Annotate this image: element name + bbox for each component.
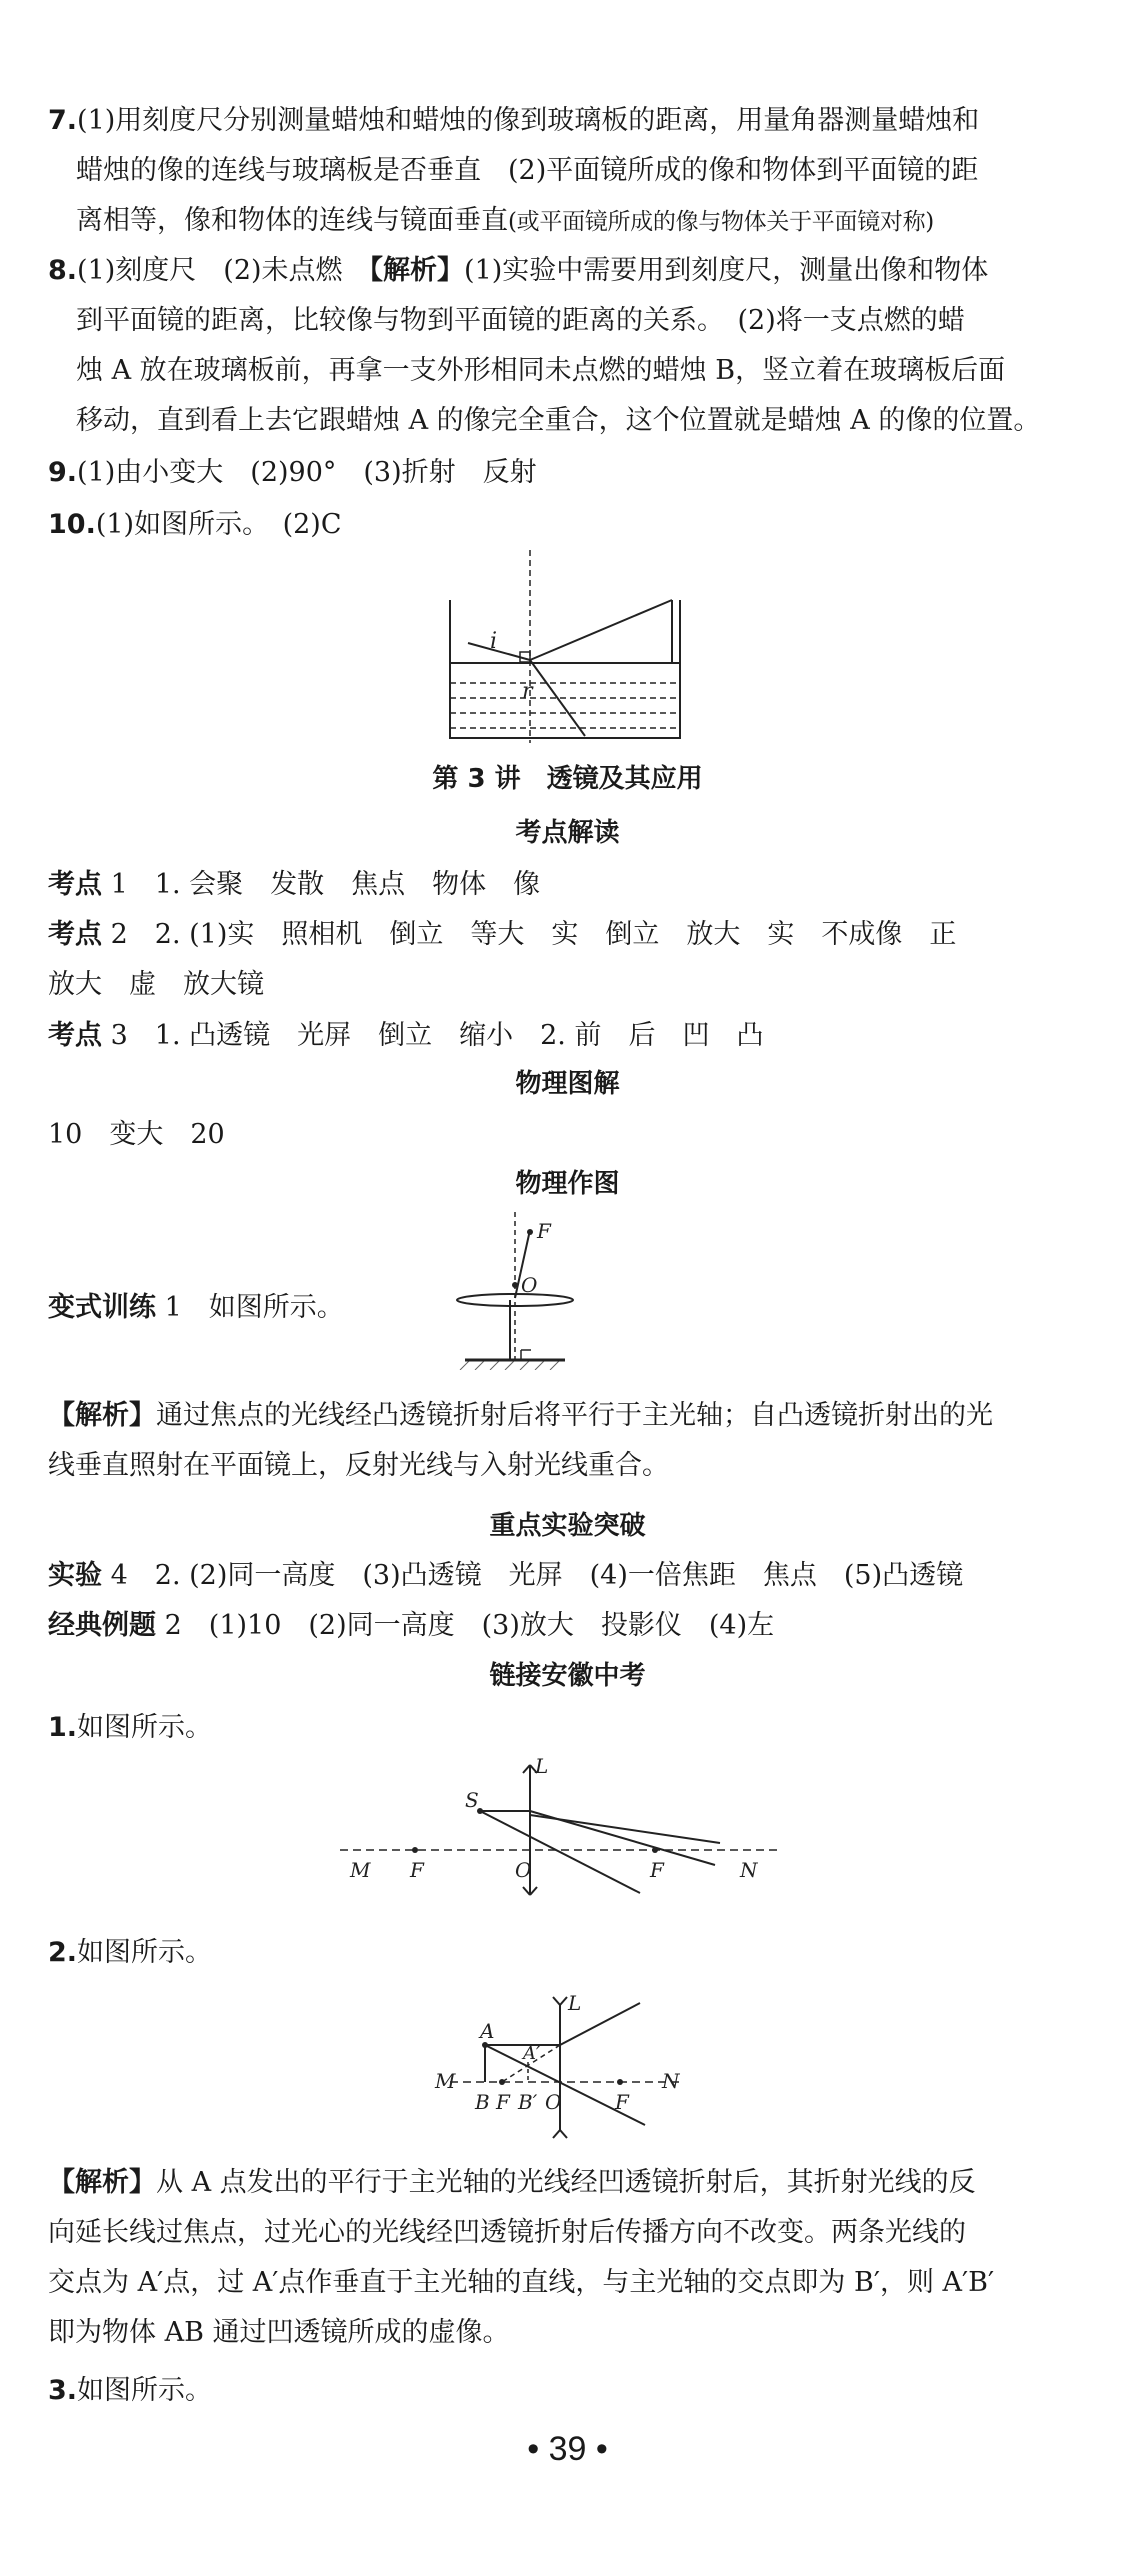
lianjie-expl-3: 交点为 A′点，过 A′点作垂直于主光轴的直线，与主光轴的交点即为 B′，则 A′B′ bbox=[48, 2267, 995, 2298]
kaodian-1-label: 考点 bbox=[48, 869, 102, 900]
fig2-M-label: M bbox=[435, 2069, 456, 2093]
kaodian-2-line1: 2. (1)实 照相机 倒立 等大 实 倒立 放大 实 不成像 正 bbox=[154, 919, 957, 950]
fig2-L-label: L bbox=[568, 1991, 582, 2015]
q7-line2: 蜡烛的像的连线与玻璃板是否垂直 (2)平面镜所成的像和物体到平面镜的距 bbox=[76, 155, 979, 186]
q8-line2: 到平面镜的距离，比较像与物到平面镜的距离的关系。 (2)将一支点燃的蜡 bbox=[76, 305, 965, 336]
angle-i-label: i bbox=[490, 629, 498, 654]
q9-number: 9. bbox=[48, 457, 78, 488]
q8-answer: (1)刻度尺 (2)未点燃 bbox=[77, 255, 370, 286]
lianjie-q3-text: 如图所示。 bbox=[77, 2375, 213, 2406]
angle-r-label: r bbox=[522, 679, 533, 704]
zuotu-num: 1 bbox=[164, 1292, 182, 1323]
fig2-A-prime-label: A′ bbox=[523, 2043, 541, 2064]
lianjie-expl-2: 向延长线过焦点，过光心的光线经凹透镜折射后传播方向不改变。两条光线的 bbox=[48, 2217, 966, 2248]
q8-analysis-tag: 【解析】 bbox=[369, 255, 465, 286]
kaodian-heading: 考点解读 bbox=[515, 818, 620, 848]
fig2-F1-label: F bbox=[496, 2090, 510, 2114]
fig1-N-label: N bbox=[740, 1858, 758, 1882]
lianjie-analysis-tag: 【解析】 bbox=[48, 2167, 156, 2198]
zuotu-label: 变式训练 bbox=[48, 1292, 156, 1323]
concave-lens-ray-diagram bbox=[430, 1985, 700, 2140]
fig2-B-label: B bbox=[475, 2090, 490, 2114]
q7-block bbox=[48, 96, 1098, 247]
kaodian-1-text: 1. 会聚 发散 焦点 物体 像 bbox=[154, 869, 541, 900]
zuotu-expl-1-text: 通过焦点的光线经凸透镜折射后将平行于主光轴；自凸透镜折射出的光 bbox=[156, 1400, 993, 1431]
lianjie-heading: 链接安徽中考 bbox=[489, 1661, 646, 1691]
lens-mirror-diagram bbox=[455, 1210, 625, 1370]
q8-analysis-1: (1)实验中需要用到刻度尺，测量出像和物体 bbox=[464, 255, 989, 286]
fig1-F2-label: F bbox=[650, 1858, 664, 1882]
fig2-O-label: O bbox=[545, 2090, 562, 2114]
lianjie-q3 bbox=[48, 2368, 1098, 2407]
q10-text: (1)如图所示。 (2)C bbox=[95, 509, 342, 540]
lianjie-q1-num: 1. bbox=[48, 1712, 78, 1743]
lianjie-q2-text: 如图所示。 bbox=[77, 1937, 213, 1968]
shiyan-line bbox=[48, 1553, 1098, 1592]
center-ray bbox=[480, 1811, 640, 1893]
fig2-N-label: N bbox=[662, 2069, 680, 2093]
kaodian-2-label: 考点 bbox=[48, 919, 102, 950]
kaodian-2 bbox=[48, 912, 1098, 951]
example-text: (1)10 (2)同一高度 (3)放大 投影仪 (4)左 bbox=[208, 1610, 775, 1641]
tujie-heading: 物理图解 bbox=[515, 1069, 620, 1099]
q8-number: 8. bbox=[48, 255, 78, 286]
fig2-B-prime-label: B′ bbox=[518, 2090, 538, 2114]
q7-line3b: (或平面镜所成的像与物体关于平面镜对称) bbox=[508, 209, 934, 235]
section-title: 第 3 讲 透镜及其应用 bbox=[432, 764, 703, 794]
q9-line bbox=[48, 450, 1098, 489]
fig1-O-label: O bbox=[515, 1858, 532, 1882]
lianjie-q2-num: 2. bbox=[48, 1937, 78, 1968]
q8-line3: 烛 A 放在玻璃板前，再拿一支外形相同未点燃的蜡烛 B，竖立着在玻璃板后面 bbox=[76, 355, 1006, 386]
zuotu-expl-1 bbox=[48, 1393, 1098, 1432]
kaodian-2-num: 2 bbox=[110, 919, 128, 950]
q9-text: (1)由小变大 (2)90° (3)折射 反射 bbox=[77, 457, 537, 488]
fig1-M-label: M bbox=[350, 1858, 371, 1882]
lianjie-q3-num: 3. bbox=[48, 2375, 78, 2406]
fig2-F2-label: F bbox=[615, 2090, 629, 2114]
lianjie-q1 bbox=[48, 1705, 1098, 1744]
lianjie-expl-1 bbox=[48, 2160, 1098, 2199]
q7-line3a: 离相等，像和物体的连线与镜面垂直 bbox=[76, 205, 508, 236]
zuotu-analysis-tag: 【解析】 bbox=[48, 1400, 156, 1431]
kaodian-3-label: 考点 bbox=[48, 1020, 102, 1051]
shiyan-text: 2. (2)同一高度 (3)凸透镜 光屏 (4)一倍焦距 焦点 (5)凸透镜 bbox=[154, 1560, 964, 1591]
kaodian-1 bbox=[48, 862, 1098, 901]
example-line bbox=[48, 1603, 1098, 1642]
refraction-diagram bbox=[440, 548, 690, 748]
shiyan-heading: 重点实验突破 bbox=[489, 1511, 646, 1541]
example-num: 2 bbox=[164, 1610, 182, 1641]
water-tank bbox=[450, 600, 680, 738]
q10-line bbox=[48, 502, 1098, 541]
kaodian-3 bbox=[48, 1013, 1098, 1052]
zuotu-text: 如图所示。 bbox=[208, 1292, 344, 1323]
kaodian-3-text: 1. 凸透镜 光屏 倒立 缩小 2. 前 后 凹 凸 bbox=[154, 1020, 764, 1051]
lianjie-q2 bbox=[48, 1930, 1098, 1969]
kaodian-1-num: 1 bbox=[110, 869, 128, 900]
example-label: 经典例题 bbox=[48, 1610, 156, 1641]
focus-F-label: F bbox=[537, 1219, 551, 1243]
center-O-label: O bbox=[521, 1273, 538, 1297]
fig1-S-label: S bbox=[465, 1788, 479, 1812]
shiyan-label: 实验 bbox=[48, 1560, 102, 1591]
fig1-L-label: L bbox=[535, 1755, 549, 1778]
convex-lens-ray-diagram bbox=[330, 1755, 790, 1905]
page-number: • 39 • bbox=[527, 2430, 608, 2468]
lianjie-q1-text: 如图所示。 bbox=[77, 1712, 213, 1743]
q10-number: 10. bbox=[48, 509, 96, 540]
fig2-A-label: A bbox=[480, 2019, 495, 2043]
lianjie-expl-4: 即为物体 AB 通过凹透镜所成的虚像。 bbox=[48, 2317, 510, 2348]
lianjie-expl-1-text: 从 A 点发出的平行于主光轴的光线经凹透镜折射后，其折射光线的反 bbox=[156, 2167, 976, 2198]
q8-block bbox=[48, 246, 1098, 446]
tujie-text: 10 变大 20 bbox=[48, 1119, 225, 1150]
refracted-ray bbox=[530, 660, 585, 736]
reflected-ray bbox=[530, 600, 672, 660]
zuotu-expl-2: 线垂直照射在平面镜上，反射光线与入射光线重合。 bbox=[48, 1450, 669, 1481]
kaodian-2-line2: 放大 虚 放大镜 bbox=[48, 969, 264, 1000]
zuotu-heading: 物理作图 bbox=[515, 1169, 620, 1199]
fig1-F1-label: F bbox=[410, 1858, 424, 1882]
q7-line1: (1)用刻度尺分别测量蜡烛和蜡烛的像到玻璃板的距离，用量角器测量蜡烛和 bbox=[77, 105, 980, 136]
q8-line4: 移动，直到看上去它跟蜡烛 A 的像完全重合，这个位置就是蜡烛 A 的像的位置。 bbox=[76, 405, 1041, 436]
kaodian-3-num: 3 bbox=[110, 1020, 128, 1051]
shiyan-num: 4 bbox=[110, 1560, 128, 1591]
q7-number: 7. bbox=[48, 105, 78, 136]
